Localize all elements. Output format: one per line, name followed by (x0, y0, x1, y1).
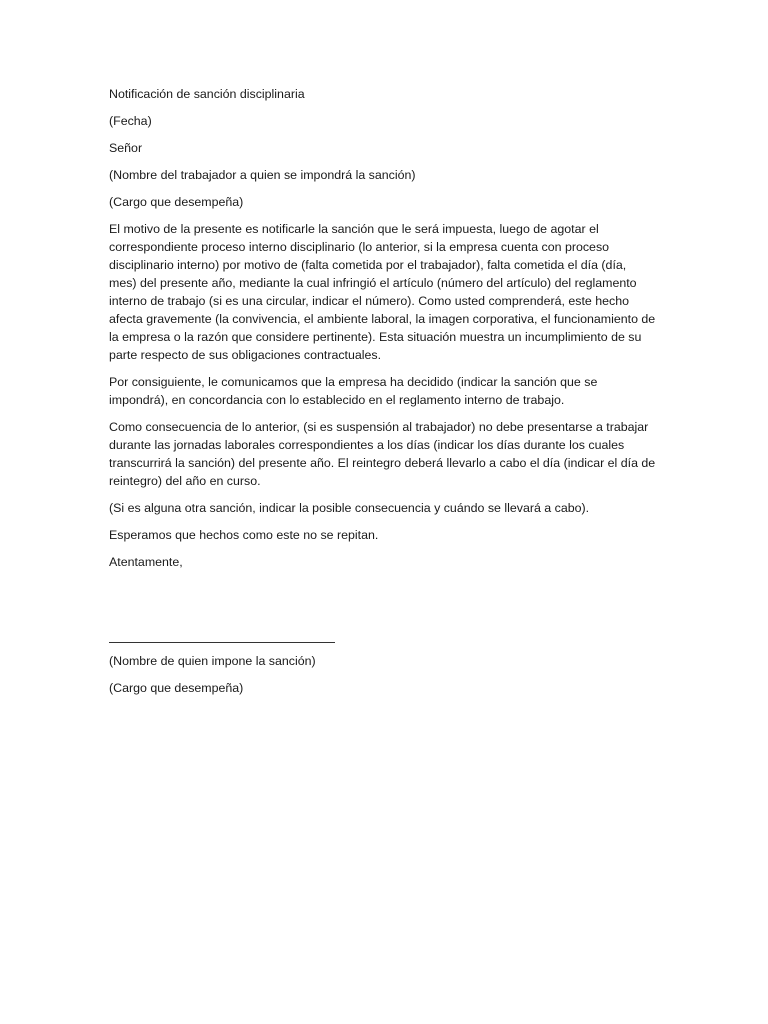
recipient-name: (Nombre del trabajador a quien se impondrá la sanción) (109, 168, 416, 182)
letter-date: (Fecha) (109, 114, 152, 128)
paragraph-motive: El motivo de la presente es notificarle la sanción que le será impuesta, luego de agotar el correspondiente proceso interno disciplinario (lo anterior, si la empresa cuenta con proceso disciplinario interno) por motivo de (falta cometida por el trabajador), falta cometida el día (día, mes) del presente año, mediante la cual infringió el artículo (número del artículo) del reglamento interno de trabajo (si es una circular, indicar el número). Como usted comprenderá, este hecho afecta gravemente (la convivencia, el ambiente laboral, la imagen corporativa, el funcionamiento de la empresa o la razón que considere pertinente). Esta situación muestra un incumplimiento de su parte respecto de sus obligaciones contractuales. (109, 222, 656, 362)
signer-position: (Cargo que desempeña) (109, 681, 244, 695)
letter-title: Notificación de sanción disciplinaria (109, 87, 305, 101)
recipient-position: (Cargo que desempeña) (109, 195, 244, 209)
closing: Atentamente, (109, 555, 183, 569)
letter-body (109, 85, 657, 706)
paragraph-hope: Esperamos que hechos como este no se repitan. (109, 528, 379, 542)
paragraph-other-sanction: (Si es alguna otra sanción, indicar la posible consecuencia y cuándo se llevará a cabo). (109, 501, 590, 515)
paragraph-consequence: Como consecuencia de lo anterior, (si es suspensión al trabajador) no debe presentarse a trabajar durante las jornadas laborales correspondientes a los días (indicar los días durante los cuales transcurrirá la sanción) del presente año. El reintegro deberá llevarlo a cabo el día (indicar el día de reintegro) del año en curso. (109, 420, 656, 488)
salutation: Señor (109, 141, 143, 155)
paragraph-decision: Por consiguiente, le comunicamos que la empresa ha decidido (indicar la sanción que se impondrá), en concordancia con lo establecido en el reglamento interno de trabajo. (109, 375, 598, 407)
signer-name: (Nombre de quien impone la sanción) (109, 654, 316, 668)
signature-line (109, 633, 335, 643)
